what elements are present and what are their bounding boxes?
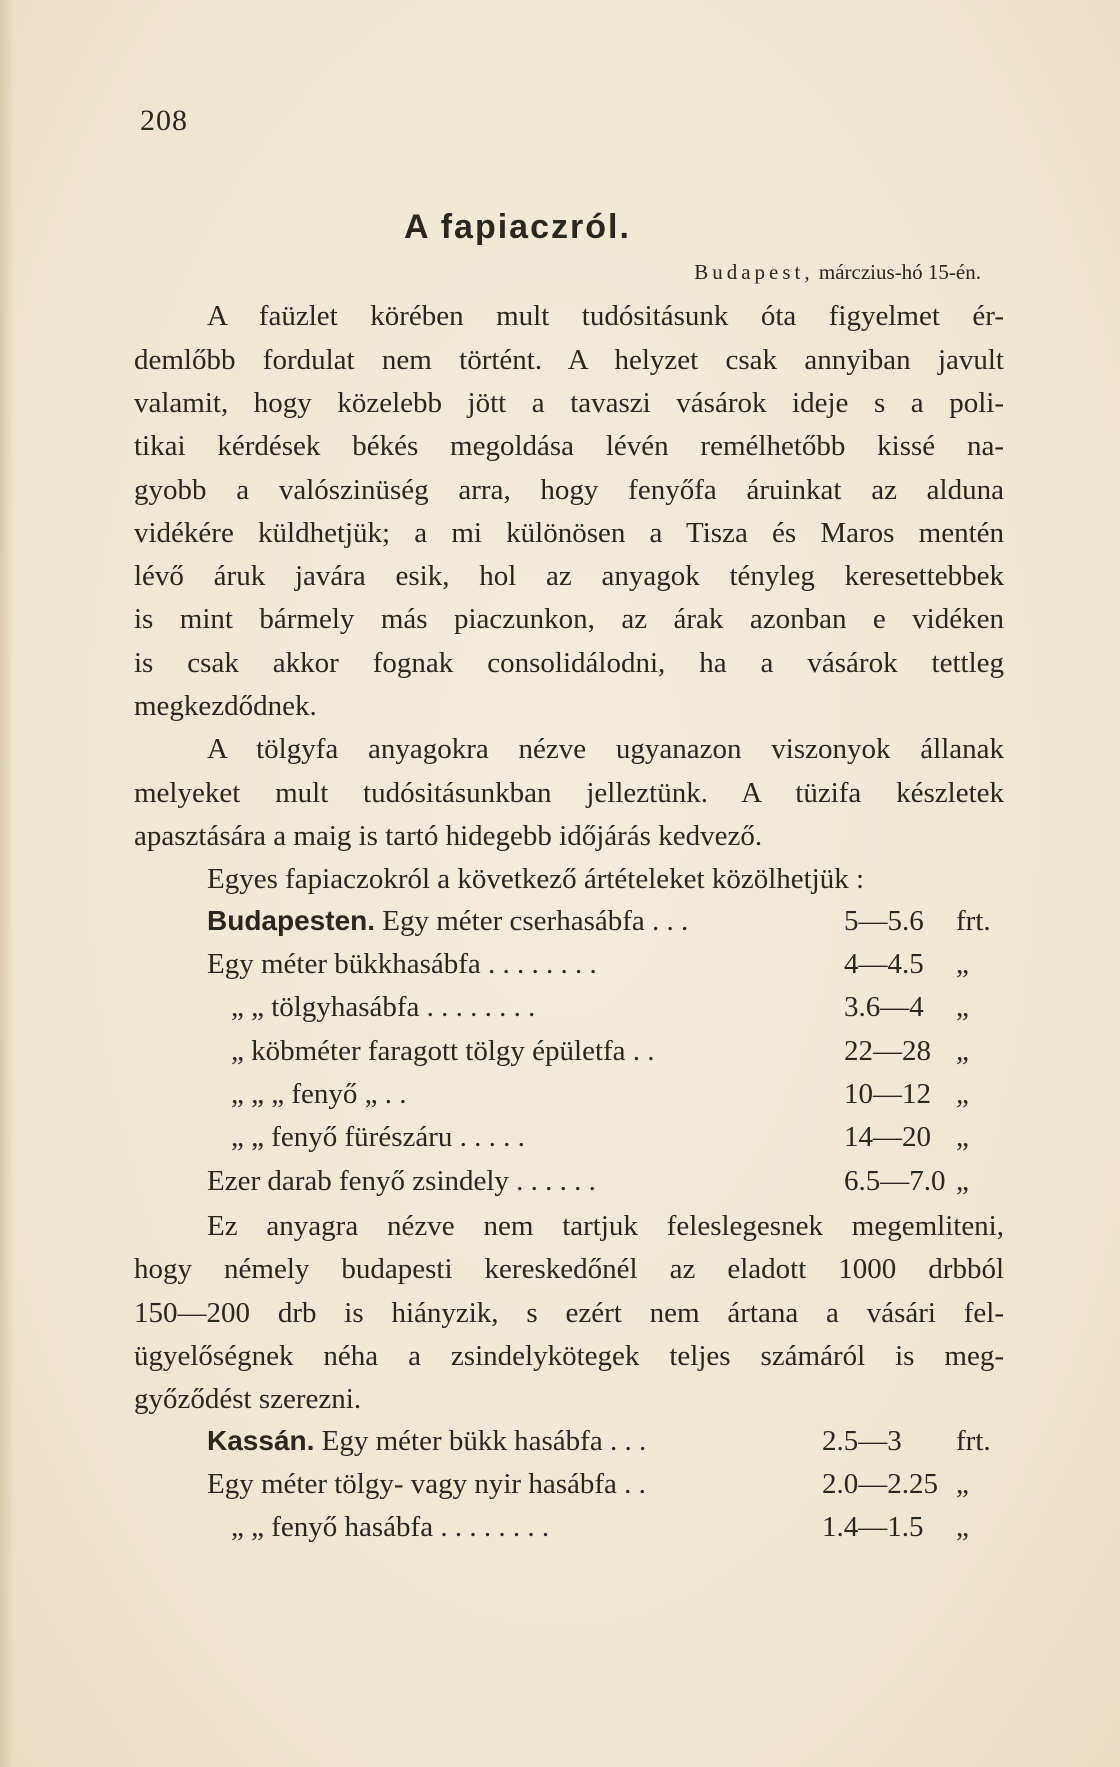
price-unit: „ <box>956 948 969 980</box>
price-unit: „ <box>956 1078 969 1110</box>
text-line: is mint bármely más piaczunkon, az árak azonban e vidéken <box>134 603 1004 635</box>
price-label: „ „ fenyő fürészáru . . . . . <box>231 1121 525 1153</box>
price-value: 2.5—3 <box>822 1425 902 1457</box>
price-value: 4—4.5 <box>844 948 924 980</box>
price-row <box>134 1035 1004 1075</box>
text-line: ügyelőségnek néha a zsindelykötegek teljes számáról is meg- <box>134 1340 1004 1372</box>
text-line: Egyes fapiaczokról a következő ártételeket közölhetjük : <box>207 863 865 895</box>
price-row <box>134 1121 1004 1161</box>
city-name: Kassán. <box>207 1425 315 1456</box>
price-unit: „ <box>956 1121 969 1153</box>
text-line: megkezdődnek. <box>134 690 317 722</box>
price-unit: „ <box>956 1468 969 1500</box>
page-edge-shadow <box>0 0 14 1767</box>
text-line: A tölgyfa anyagokra nézve ugyanazon viszonyok állanak <box>207 733 1004 765</box>
price-label: Budapesten. Egy méter cserhasábfa . . . <box>207 905 689 937</box>
price-row <box>134 991 1004 1031</box>
price-value: 14—20 <box>844 1121 931 1153</box>
text-line: demlőbb fordulat nem történt. A helyzet csak annyiban javult <box>134 344 1004 376</box>
page-number: 208 <box>140 104 188 137</box>
article-title: A fapiaczról. <box>404 208 631 246</box>
price-label: Ezer darab fenyő zsindely . . . . . . <box>207 1165 596 1197</box>
text-line: A faüzlet körében mult tudósitásunk óta figyelmet ér- <box>207 300 1004 332</box>
price-value: 1.4—1.5 <box>822 1511 924 1543</box>
dateline-city: Budapest, <box>694 260 814 284</box>
price-label: Kassán. Egy méter bükk hasábfa . . . <box>207 1425 647 1457</box>
price-unit: „ <box>956 1035 969 1067</box>
price-unit: frt. <box>956 905 991 937</box>
text-line: is csak akkor fognak consolidálodni, ha a vásárok tettleg <box>134 647 1004 679</box>
price-value: 5—5.6 <box>844 905 924 937</box>
price-value: 10—12 <box>844 1078 931 1110</box>
text-line: tikai kérdések békés megoldása lévén remélhetőbb kissé na- <box>134 430 1004 462</box>
price-label: „ „ „ fenyő „ . . <box>231 1078 407 1110</box>
city-name: Budapesten. <box>207 905 376 936</box>
dateline <box>694 260 981 285</box>
price-row <box>134 1165 1004 1205</box>
price-row <box>134 948 1004 988</box>
price-value: 22—28 <box>844 1035 931 1067</box>
price-value: 3.6—4 <box>844 991 924 1023</box>
price-value: 2.0—2.25 <box>822 1468 938 1500</box>
text-line: valamit, hogy közelebb jött a tavaszi vásárok ideje s a poli- <box>134 387 1004 419</box>
text-line: lévő áruk javára esik, hol az anyagok tényleg keresettebbek <box>134 560 1004 592</box>
text-line: győződést szerezni. <box>134 1383 362 1415</box>
price-label: „ „ tölgyhasábfa . . . . . . . . <box>231 991 536 1023</box>
text-line: 150—200 drb is hiányzik, s ezért nem ártana a vásári fel- <box>134 1297 1004 1329</box>
price-label: „ „ fenyő hasábfa . . . . . . . . <box>231 1511 550 1543</box>
text-line: Ez anyagra nézve nem tartjuk feleslegesnek megemliteni, <box>207 1210 1004 1242</box>
price-unit: „ <box>956 1511 969 1543</box>
dateline-date: márczius-hó 15-én. <box>818 260 981 284</box>
price-label: „ köbméter faragott tölgy épületfa . . <box>231 1035 655 1067</box>
price-unit: frt. <box>956 1425 991 1457</box>
price-value: 6.5—7.0 <box>844 1165 946 1197</box>
price-row <box>134 1468 1004 1508</box>
price-row <box>134 905 1004 945</box>
text-line: gyobb a valószinüség arra, hogy fenyőfa áruinkat az alduna <box>134 474 1004 506</box>
text-line: apasztására a maig is tartó hidegebb időjárás kedvező. <box>134 820 763 852</box>
price-unit: „ <box>956 991 969 1023</box>
price-row <box>134 1425 1004 1465</box>
price-row <box>134 1078 1004 1118</box>
text-line: hogy némely budapesti kereskedőnél az eladott 1000 drbból <box>134 1253 1004 1285</box>
text-line: vidékére küldhetjük; a mi különösen a Tisza és Maros mentén <box>134 517 1004 549</box>
price-label: Egy méter tölgy- vagy nyir hasábfa . . <box>207 1468 646 1500</box>
text-line: melyeket mult tudósitásunkban jelleztünk. A tüzifa készletek <box>134 777 1004 809</box>
price-label: Egy méter bükkhasábfa . . . . . . . . <box>207 948 597 980</box>
price-row <box>134 1511 1004 1551</box>
price-unit: „ <box>956 1165 969 1197</box>
